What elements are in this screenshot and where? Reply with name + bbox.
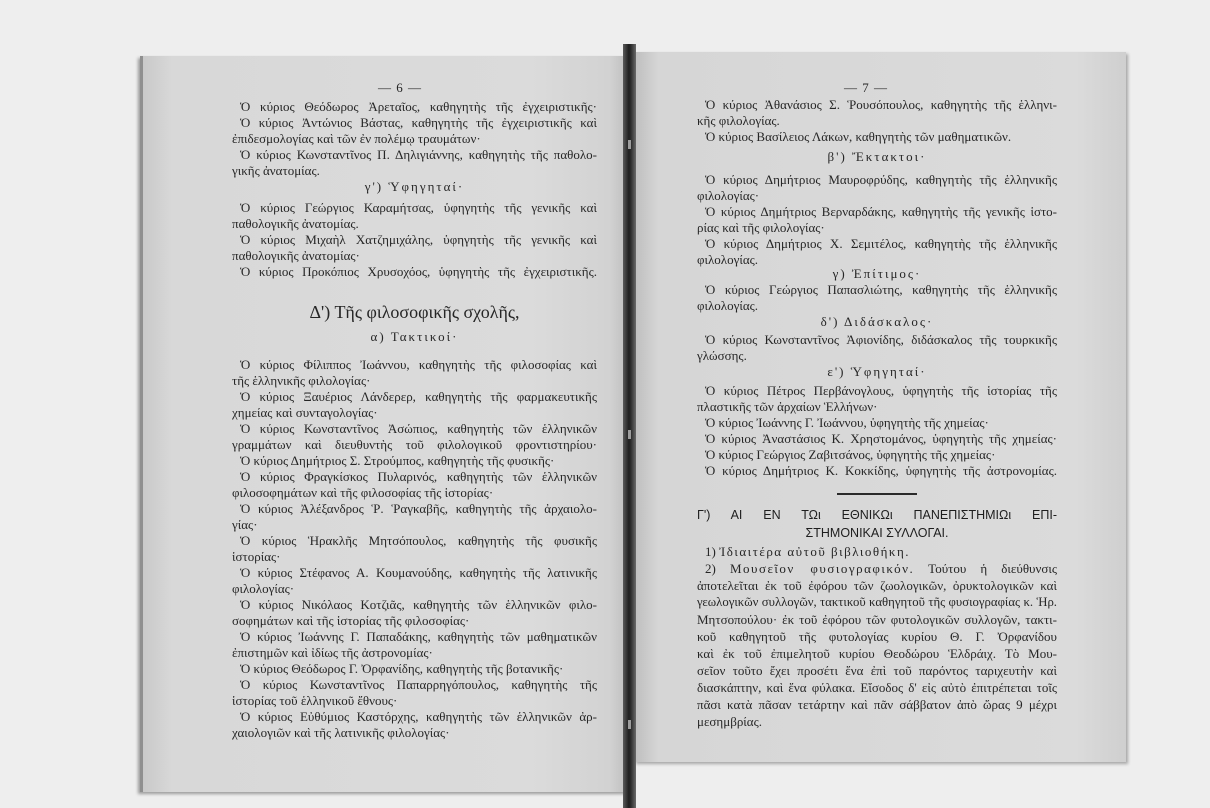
- text-line: Ὁ κύριος Φίλιππος Ἰωάννου, καθηγητὴς τῆς φιλοσοφίας καὶ: [240, 357, 597, 372]
- item-title: Μουσεῖον φυσιογραφικόν.: [729, 561, 915, 576]
- text-line: ἐπιστημῶν καὶ ἰδίως τῆς ἀστρονομίας·: [232, 645, 433, 660]
- text-line: Ὁ κύριος Πέτρος Περβάνογλους, ὑφηγητὴς τῆς ἱστορίας τῆς: [705, 383, 1057, 398]
- spine-stitch: [628, 140, 631, 149]
- page-6-text: [232, 99, 597, 741]
- text-line: φιλολογίας.: [697, 252, 759, 267]
- item-title: Ἰδιαιτέρα αὐτοῦ βιβλιοθήκη.: [719, 544, 911, 559]
- section-heading: δ') Διδάσκαλος·: [820, 314, 934, 329]
- text-line: ἐπιδεσμολογίας καὶ τῶν ἐν πολέμῳ τραυμάτων·: [232, 131, 481, 146]
- text-line: Ὁ κύριος Κωνσταντῖνος Ἀφιονίδης, διδάσκαλος τῆς τουρκικῆς: [705, 332, 1057, 347]
- page-number: — 7 —: [844, 80, 888, 95]
- text-line: καὶ ἐκ τοῦ ἐπιμελητοῦ κυρίου Θεοδώρου Ἑλδράιχ. Τὸ Μου-: [697, 646, 1057, 661]
- text-line: γεωλογικῶν συλλογῶν, τακτικοῦ καθηγητοῦ τῆς φυσιογραφίας κ. Ἡρ.: [697, 595, 1057, 609]
- list-item: [697, 560, 1057, 577]
- text-line: Ὁ κύριος Κωνσταντῖνος Παπαρρηγόπουλος, καθηγητὴς τῆς: [240, 677, 597, 692]
- text-line: Ὁ κύριος Μιχαὴλ Χατζημιχάλης, ὑφηγητὴς τῆς γενικῆς καὶ: [240, 232, 597, 247]
- text-line: γραμμάτων καὶ διευθυντὴς τοῦ φιλολογικοῦ φροντιστηρίου·: [232, 437, 597, 452]
- text-line: φιλολογίας.: [697, 298, 759, 313]
- section-heading: α) Τακτικοί·: [370, 329, 459, 344]
- text-line: Ὁ κύριος Εὐθύμιος Καστόρχης, καθηγητὴς τῶν ἑλληνικῶν ἀρ-: [240, 709, 597, 724]
- section-heading: ε') Ὑφηγηταί·: [827, 364, 927, 379]
- text-line: Ὁ κύριος Ἀλέξανδρος Ῥ. Ῥαγκαβῆς, καθηγητὴς τῆς ἀρχαιολο-: [240, 501, 597, 516]
- collections-heading: Γ') ΑΙ ΕΝ ΤΩι ΕΘΝΙΚΩι ΠΑΝΕΠΙΣΤΗΜΙΩι ΕΠΙ-: [697, 508, 1057, 522]
- text-line: διασκάπτην, καὶ ἕνα φύλακα. Εἴσοδος δ' εἰς αὐτὸ ἐπιτρέπεται τοῖς: [697, 680, 1057, 695]
- text-line: Ὁ κύριος Ἡρακλῆς Μητσόπουλος, καθηγητὴς τῆς φυσικῆς: [240, 533, 597, 548]
- text-line: Ὁ κύριος Ἰωάννης Γ. Παπαδάκης, καθηγητὴς τῶν μαθηματικῶν: [240, 629, 597, 644]
- collections-heading: ΣΤΗΜΟΝΙΚΑΙ ΣΥΛΛΟΓΑΙ.: [805, 526, 949, 540]
- text-line: σοφημάτων καὶ τῆς ἱστορίας τῆς φιλοσοφίας·: [232, 613, 470, 628]
- text-line: φιλολογίας·: [697, 188, 760, 203]
- text-line: πλαστικῆς τῶν ἀρχαίων Ἑλλήνων·: [697, 399, 878, 414]
- text-line: Ὁ κύριος Δημήτριος Κ. Κοκκίδης, ὑφηγητὴς τῆς ἀστρονομίας.: [705, 463, 1057, 478]
- text-line: Ὁ κύριος Γεώργιος Παπασλιώτης, καθηγητὴς τῆς ἑλληνικῆς: [705, 282, 1057, 297]
- item-number: 2): [705, 561, 716, 576]
- section-divider: [837, 493, 917, 495]
- page-7-text: [697, 97, 1057, 730]
- book-spine: [623, 44, 636, 808]
- text-line: Ὁ κύριος Κωνσταντῖνος Ἀσώπιος, καθηγητὴς τῶν ἑλληνικῶν: [240, 421, 597, 436]
- page-number: — 6 —: [378, 80, 422, 95]
- text-line: φιλοσοφημάτων καὶ τῆς φιλοσοφίας τῆς ἱστορίας·: [232, 485, 494, 500]
- text-line: πᾶσι κατὰ πᾶσαν τετάρτην καὶ πᾶν σάββατον ἀπὸ ὥρας 9 μέχρι: [697, 697, 1057, 712]
- text-line: Ὁ κύριος Θεόδωρος Γ. Ὀρφανίδης, καθηγητὴς τῆς βοτανικῆς·: [240, 661, 564, 676]
- text-line: Ὁ κύριος Προκόπιος Χρυσοχόος, ὑφηγητὴς τῆς ἐγχειριστικῆς.: [240, 264, 597, 279]
- section-heading: γ) Ἐπίτιμος·: [832, 266, 922, 281]
- text-line: ἱστορίας τοῦ ἑλληνικοῦ ἔθνους·: [232, 693, 398, 708]
- text-line: Ὁ κύριος Ἀναστάσιος Κ. Χρηστομάνος, ὑφηγητὴς τῆς χημείας·: [705, 431, 1057, 446]
- school-heading: Δ') Τῆς φιλοσοφικῆς σχολῆς,: [309, 302, 520, 322]
- text-line: κῆς φιλολογίας.: [697, 113, 780, 128]
- text-line: κοῦ καθηγητοῦ τῆς φυτολογίας κυρίου Θ. Γ. Ὀρφανίδου: [697, 629, 1057, 644]
- text-line: Ὁ κύριος Δημήτριος Μαυροφρύδης, καθηγητὴς τῆς ἑλληνικῆς: [705, 172, 1057, 187]
- text-line: Ὁ κύριος Ἀθανάσιος Σ. Ῥουσόπουλος, καθηγητὴς τῆς ἑλληνι-: [705, 97, 1057, 112]
- text-line: Ὁ κύριος Βασίλειος Λάκων, καθηγητὴς τῶν μαθηματικῶν.: [705, 129, 1012, 144]
- text-line: Ὁ κύριος Ἰωάννης Γ. Ἰωάννου, ὑφηγητὴς τῆς χημείας·: [705, 415, 989, 430]
- text-line: Ὁ κύριος Δημήτριος Σ. Στρούμπος, καθηγητὴς τῆς φυσικῆς·: [240, 453, 555, 468]
- text-line: μεσημβρίας.: [697, 714, 763, 729]
- text-line: παθολογικῆς ἀνατομίας·: [232, 248, 360, 263]
- text-line: Ὁ κύριος Γεώργιος Καραμήτσας, ὑφηγητὴς τῆς γενικῆς καὶ: [240, 200, 597, 215]
- text-line: Ὁ κύριος Δημήτριος Βερναρδάκης, καθηγητὴς τῆς γενικῆς ἱστο-: [705, 204, 1057, 219]
- text-line: γλώσσης.: [697, 348, 747, 363]
- text-line: Ὁ κύριος Ἀντώνιος Βάστας, καθηγητὴς τῆς ἐγχειριστικῆς καὶ: [240, 115, 597, 130]
- item-text: Τούτου ἡ διεύθυνσις: [928, 561, 1057, 576]
- section-heading: γ') Ὑφηγηταί·: [364, 179, 465, 194]
- text-line: Ὁ κύριος Κωνσταντῖνος Π. Δηλιγιάννης, καθηγητὴς τῆς παθολο-: [240, 147, 597, 162]
- text-line: Ὁ κύριος Θεόδωρος Ἀρεταῖος, καθηγητὴς τῆς ἐγχειριστικῆς·: [240, 99, 597, 114]
- text-line: Ὁ κύριος Δημήτριος Χ. Σεμιτέλος, καθηγητὴς τῆς ἑλληνικῆς: [705, 236, 1057, 251]
- section-heading: β') Ἔκτακτοι·: [827, 149, 927, 164]
- text-line: γικῆς ἀνατομίας.: [232, 163, 320, 178]
- spine-stitch: [628, 720, 631, 729]
- text-line: φιλολογίας·: [232, 581, 295, 596]
- text-line: χημείας καὶ συνταγολογίας·: [232, 405, 378, 420]
- text-line: Ὁ κύριος Φραγκίσκος Πυλαρινός, καθηγητὴς τῶν ἑλληνικῶν: [240, 469, 597, 484]
- text-line: παθολογικῆς ἀνατομίας.: [232, 216, 359, 231]
- text-line: ἀποτελεῖται ἐκ τοῦ ἐφόρου τῶν ζωολογικῶν, ὀρυκτολογικῶν καὶ: [697, 578, 1057, 593]
- text-line: Ὁ κύριος Νικόλαος Κοτζιᾶς, καθηγητὴς τῶν ἑλληνικῶν φιλο-: [240, 597, 597, 612]
- text-line: Μητσοπούλου· ἐκ τοῦ ἐφόρου τῶν φυτολογικῶν συλλογῶν, τακτι-: [697, 612, 1057, 627]
- text-line: Ὁ κύριος Ξαυέριος Λάνδερερ, καθηγητὴς τῆς φαρμακευτικῆς: [240, 389, 597, 404]
- item-number: 1): [705, 544, 716, 559]
- text-line: τῆς ἑλληνικῆς φιλολογίας·: [232, 373, 371, 388]
- list-item: [697, 543, 1057, 560]
- text-line: ρίας καὶ τῆς φιλολογίας·: [697, 220, 825, 235]
- spine-stitch: [628, 430, 631, 439]
- text-line: χαιολογιῶν καὶ τῆς λατινικῆς φιλολογίας·: [232, 725, 450, 740]
- text-line: Ὁ κύριος Στέφανος Α. Κουμανούδης, καθηγητὴς τῆς λατινικῆς: [240, 565, 597, 580]
- text-line: ἱστορίας·: [232, 549, 281, 564]
- text-line: σεῖον τοῦτο ἔχει προσέτι ἕνα ἐπὶ τοῦ παρόντος ταριχευτὴν καὶ: [697, 663, 1057, 678]
- text-line: γίας·: [232, 517, 258, 532]
- text-line: Ὁ κύριος Γεώργιος Ζαβιτσάνος, ὑφηγητὴς τῆς χημείας·: [705, 447, 996, 462]
